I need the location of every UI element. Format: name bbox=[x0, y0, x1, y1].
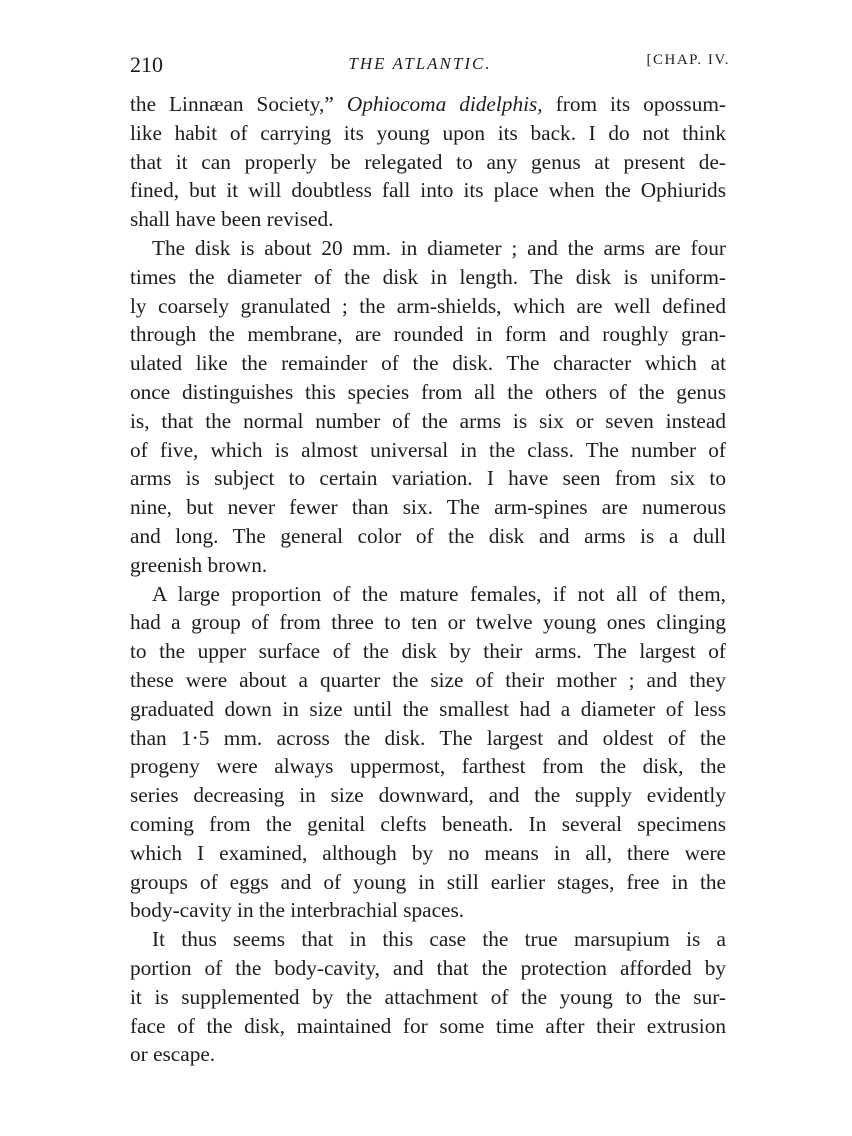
text-line: that it can properly be relegated to any genus at present de- bbox=[130, 149, 726, 174]
text-line: A large proportion of the mature females, if not all of them, bbox=[152, 581, 726, 606]
text-line: groups of eggs and of young in still earlier stages, free in the bbox=[130, 869, 726, 894]
text-line: The disk is about 20 mm. in diameter ; and the arms are four bbox=[152, 235, 726, 260]
text-line: body-cavity in the interbrachial spaces. bbox=[130, 898, 465, 923]
paragraph-4 bbox=[130, 925, 726, 1069]
text-line: once distinguishes this species from all the others of the genus bbox=[130, 379, 726, 404]
text-line: these were about a quarter the size of their mother ; and they bbox=[130, 667, 726, 692]
text-line: like habit of carrying its young upon its back. I do not think bbox=[130, 120, 726, 145]
running-title: THE ATLANTIC. bbox=[348, 54, 492, 73]
paragraph-3 bbox=[130, 580, 726, 926]
text-line: or escape. bbox=[130, 1042, 216, 1067]
species-name: Ophiocoma didelphis, bbox=[346, 92, 543, 116]
text-line: of five, which is almost universal in the class. The number of bbox=[130, 437, 726, 462]
text-line: fined, but it will doubtless fall into its place when the Ophiurids bbox=[130, 178, 726, 203]
text-line: is, that the normal number of the arms is six or seven instead bbox=[130, 408, 726, 433]
page-number: 210 bbox=[130, 52, 163, 77]
text-line: had a group of from three to ten or twelve young ones clinging bbox=[130, 610, 726, 635]
text-line: shall have been revised. bbox=[130, 207, 334, 232]
text-line: face of the disk, maintained for some time after their extrusion bbox=[130, 1013, 726, 1038]
text-line: coming from the genital clefts beneath. In several specimens bbox=[130, 811, 726, 836]
paragraph-1 bbox=[130, 90, 726, 234]
text-line: the Linnæan Society,” Ophiocoma didelphis, from its opossum- bbox=[130, 92, 727, 116]
text-line: it is supplemented by the attachment of the young to the sur- bbox=[130, 984, 726, 1009]
text-line: ulated like the remainder of the disk. The character which at bbox=[130, 351, 726, 376]
text-line: graduated down in size until the smallest had a diameter of less bbox=[130, 696, 726, 721]
text-line: through the membrane, are rounded in form and roughly gran- bbox=[130, 322, 726, 347]
text-line: to the upper surface of the disk by their arms. The largest of bbox=[130, 639, 726, 664]
text-line: progeny were always uppermost, farthest from the disk, the bbox=[130, 754, 726, 779]
chapter-reference: [CHAP. IV. bbox=[646, 52, 730, 68]
text-line: It thus seems that in this case the true marsupium is a bbox=[152, 927, 726, 952]
text-line: portion of the body-cavity, and that the protection afforded by bbox=[130, 955, 726, 980]
paragraph-2 bbox=[130, 234, 726, 580]
text-line: greenish brown. bbox=[130, 552, 268, 577]
running-head bbox=[130, 50, 730, 84]
text-line: and long. The general color of the disk and arms is a dull bbox=[130, 523, 726, 548]
text-line: which I examined, although by no means in all, there were bbox=[130, 840, 726, 865]
text-line: ly coarsely granulated ; the arm-shields, which are well defined bbox=[130, 293, 726, 318]
body-text bbox=[130, 90, 726, 1069]
text-line: nine, but never fewer than six. The arm-spines are numerous bbox=[130, 495, 726, 520]
text-line: arms is subject to certain variation. I have seen from six to bbox=[130, 466, 726, 491]
text-line: than 1·5 mm. across the disk. The largest and oldest of the bbox=[130, 725, 726, 750]
text-line: series decreasing in size downward, and the supply evidently bbox=[130, 783, 726, 808]
text-line: times the diameter of the disk in length. The disk is uniform- bbox=[130, 264, 726, 289]
